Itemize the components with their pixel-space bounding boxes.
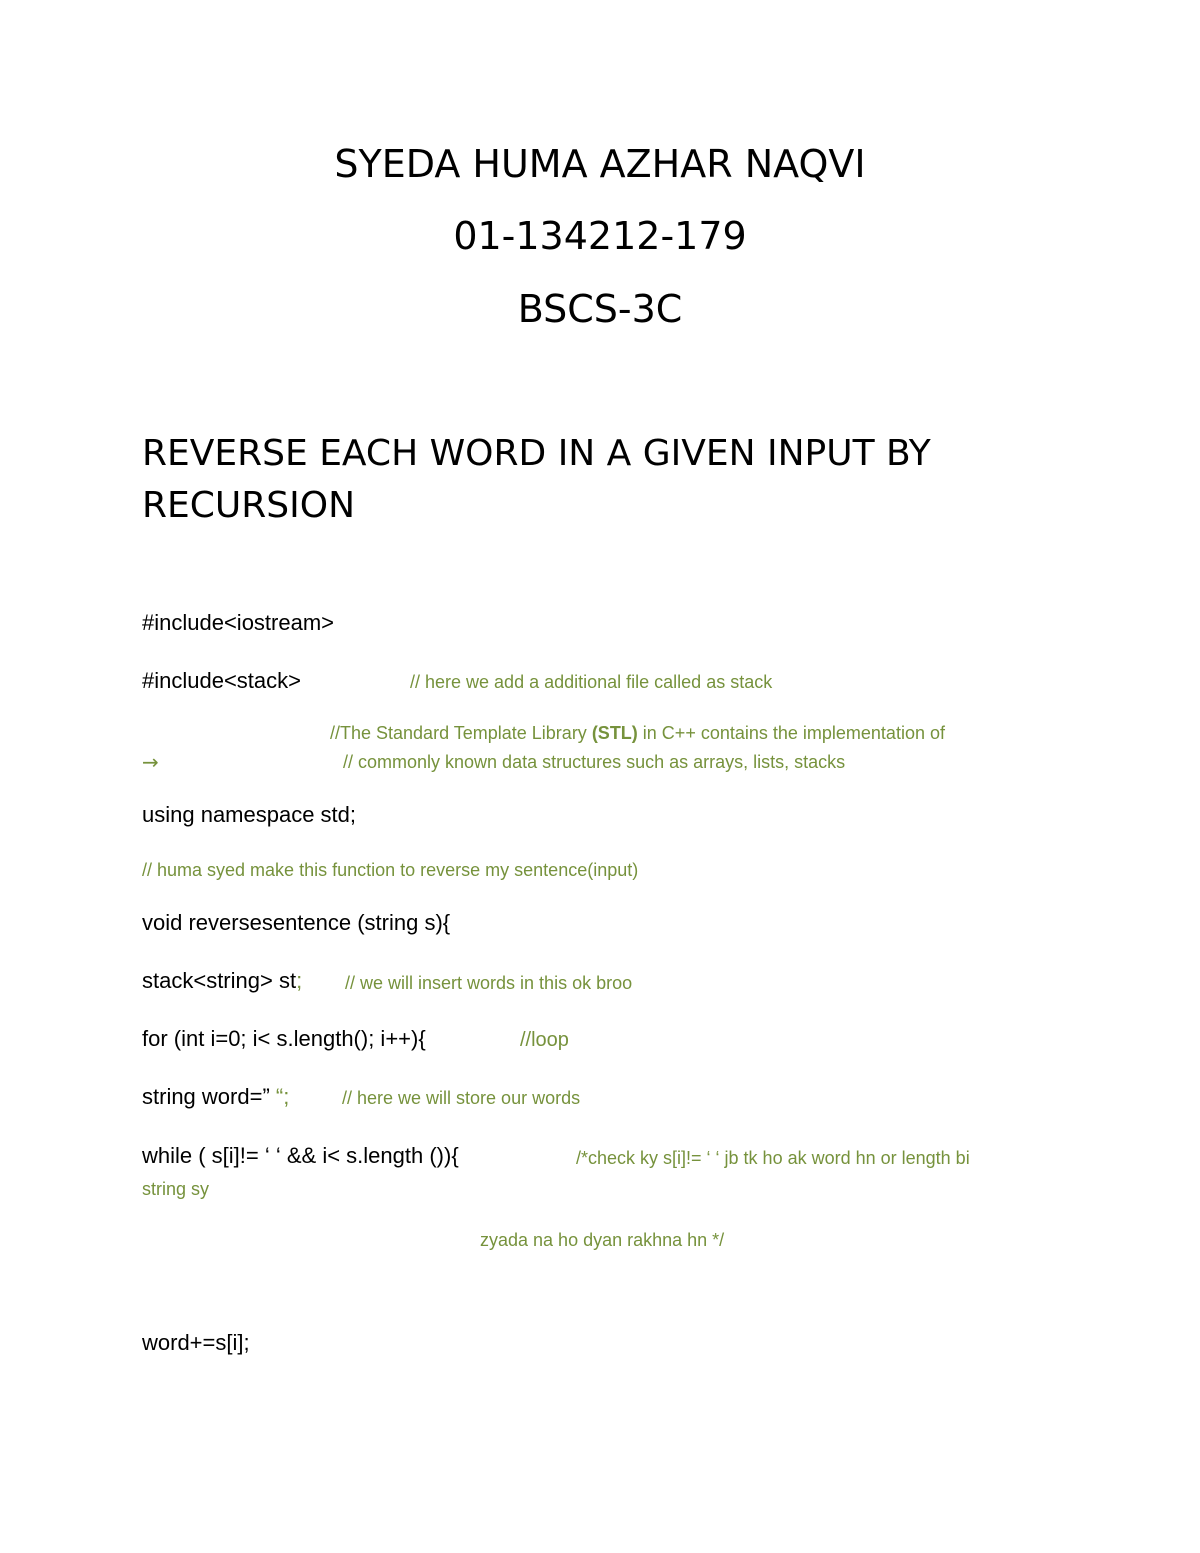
comment-loop: //loop	[520, 1029, 569, 1051]
code-stack-semicolon: ;	[296, 968, 303, 993]
comment-check-3: zyada na ho dyan rakhna hn */	[480, 1230, 725, 1250]
code-void-decl: void reversesentence (string s){	[142, 910, 451, 935]
comment-store: // here we will store our words	[342, 1088, 581, 1108]
comment-function: // huma syed make this function to reverse my sentence(input)	[142, 860, 639, 880]
comment-stl-text-a: //The Standard Template Library	[330, 723, 592, 743]
document-title: REVERSE EACH WORD IN A GIVEN INPUT BY RECURSION	[142, 433, 931, 526]
comment-stl-abbrev: (STL)	[591, 723, 638, 743]
author-name: SYEDA HUMA AZHAR NAQVI	[334, 142, 866, 186]
code-stack-decl	[142, 967, 302, 995]
code-string-word-end: “;	[275, 1084, 290, 1109]
code-stack-text: stack<string> st	[142, 968, 297, 993]
student-id: 01-134212-179	[453, 214, 747, 258]
comment-check-1: /*check ky s[i]!= ‘ ‘ jb tk ho ak word hn or length bi	[576, 1148, 970, 1168]
comment-stack: // here we add a additional file called as stack	[410, 672, 773, 692]
comment-stl-line-2: // commonly known data structures such as arrays, lists, stacks	[343, 752, 846, 772]
code-while-loop: while ( s[i]!= ‘ ‘ && i< s.length ()){	[142, 1143, 459, 1168]
class-section: BSCS-3C	[517, 287, 683, 331]
comment-check-2: string sy	[142, 1179, 210, 1199]
code-for-loop: for (int i=0; i< s.length(); i++){	[142, 1026, 426, 1051]
comment-insert: // we will insert words in this ok broo	[345, 973, 633, 993]
code-word-append: word+=s[i];	[142, 1330, 250, 1355]
code-include-iostream: #include<iostream>	[142, 610, 335, 635]
code-include-stack: #include<stack>	[142, 668, 301, 693]
arrow-icon: →	[142, 750, 159, 774]
comment-stl-text-c: in C++ contains the implementation of	[637, 723, 945, 743]
comment-stl-line-1	[330, 721, 945, 745]
code-using-namespace: using namespace std;	[142, 802, 357, 827]
code-string-word	[142, 1083, 289, 1111]
code-string-word-text: string word=”	[142, 1084, 276, 1109]
